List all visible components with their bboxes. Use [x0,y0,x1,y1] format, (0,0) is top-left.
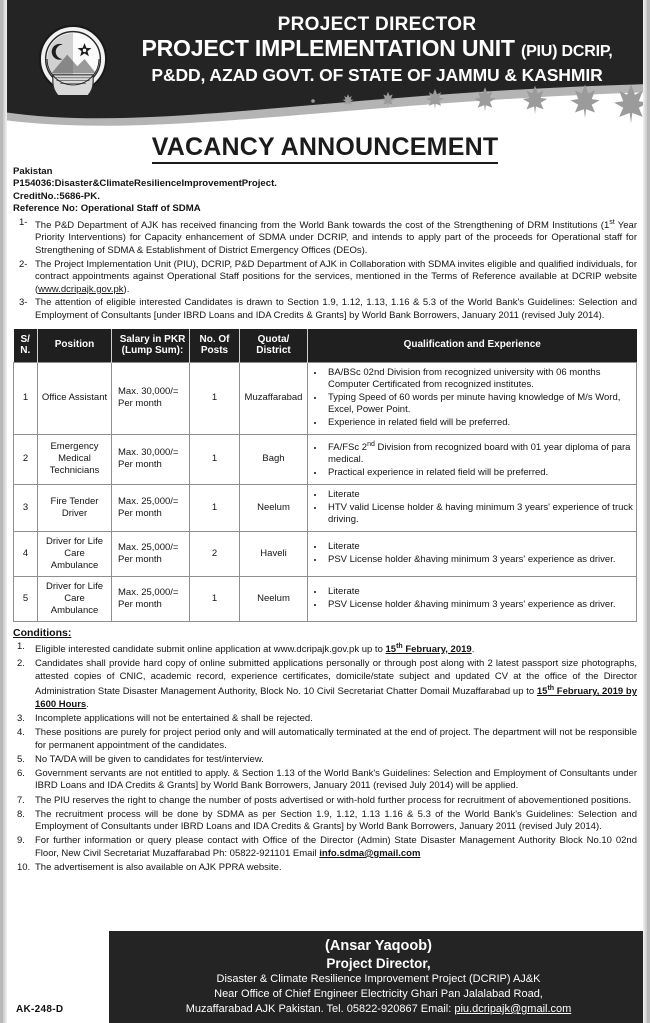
condition-text: Eligible interested candidate submit online application at www.dcripajk.gov.pk up to 15th February, 2019. [35,642,475,655]
condition-item [13,835,637,860]
condition-item [13,862,637,875]
intro-item-text: The Project Implementation Unit (PIU), DCRIP, P&D Department of AJK in Collaboration with SDMA invites eligible and qualified individuals, for contract appointments against Operational Staff positions for the services, mentioned in the Terms of Reference available at DCRIP website (www.dcripajk.gov.pk). [35,258,637,295]
cell-qualification [308,484,637,531]
ad-code-box [6,931,111,1023]
cell-salary: Max. 30,000/= Per month [112,362,190,434]
project-meta-block [13,166,637,216]
condition-number: 2. [17,657,25,669]
meta-country: Pakistan [13,166,53,177]
qualification-bullet: • PSV License holder &having minimum 3 years' experience as driver. [325,554,633,566]
column-header-sn: S/ N. [14,329,38,363]
footer-address-line-2 [113,1002,644,1017]
table-body [14,362,637,621]
condition-text: Government servants are not entitled to apply. & Section 1.13 of the World Bank's Guidelines: Selection and Employment of Consultants under IBRD Loans and IDA Credits & Grants] by World Bank Borrowers, January 2011 (revised July 2014) will be applied. [35,767,637,792]
condition-number: 8. [17,808,25,820]
cell-salary: Max. 30,000/= Per month [112,434,190,484]
ad-code: AK-248-D [16,1004,64,1015]
application-website[interactable]: www.dcripajk.gov.pk [273,643,360,655]
condition-number: 3. [17,712,25,724]
header-title-block [115,14,639,86]
condition-item [13,795,637,808]
signatory-designation: Project Director, [326,956,431,971]
condition-text: Incomplete applications will not be entertained & shall be rejected. [35,712,313,724]
condition-text: These positions are purely for project period only and will automatically terminated at the end of project. The department will not be responsible for permanent appointment of the candidates. [35,727,637,751]
condition-text: The advertisement is also available on AJK PPRA website. [35,862,282,873]
page-footer [6,931,644,1023]
condition-text: The PIU reserves the right to change the number of posts advertised or with-hold further process for recruitment of abovementioned positions. [35,794,632,806]
footer-address-line-1: Near Office of Chief Engineer Electricity Ghari Pan Jalalabad Road, [214,988,543,1000]
cell-sn: 2 [14,434,38,484]
cell-quota: Muzaffarabad [240,362,308,434]
signatory-name: (Ansar Yaqoob) [325,938,432,954]
condition-text: For further information or query please contact with Office of the Director (Admin) State Disaster Management Authority Block No.10 02nd Floor, New Civil Secretariat Muzaffarabad Ph: 05822-921101 Email info.sdma@gmail.com [35,835,637,859]
qualification-bullet: • BA/BSc 02nd Division from recognized university with 06 months Computer Certificated from recognized institutes. [325,367,633,391]
meta-reference-no: Reference No: Operational Staff of SDMA [13,203,201,215]
intro-item [13,259,637,297]
column-header-salary: Salary in PKR (Lump Sum): [112,329,190,363]
cell-salary: Max. 25,000/= Per month [112,484,190,531]
decorative-wave-band [3,82,647,126]
cell-sn: 5 [14,576,38,621]
qualification-bullet: • HTV valid License holder & having minimum 3 years' experience of truck driving. [325,502,633,526]
footer-organization: Disaster & Climate Resilience Improvement Project (DCRIP) AJ&K [216,973,541,985]
cell-quota: Neelum [240,484,308,531]
condition-text: Candidates shall provide hard copy of online submitted applications personally or through post along with 2 latest passport size photographs, attested copies of CNIC, academic record, experience certificates, domicile/state subject and updated CV at the office of the Director Administration State Disaster Management Authority, Block No. 10 Civil Secretariat Chatter Domail Muzaffarabad up to 15th February, 2019 by 1600 Hours. [35,657,637,710]
deadline-date-time: 15th February, 2019 by 1600 Hours [35,685,637,710]
meta-credit-no: CreditNo.:5686-PK. [13,190,100,202]
footer-signature-block [113,931,644,1023]
header-line-2 [115,36,639,64]
condition-item [13,754,637,767]
cell-position: Office Assistant [38,362,112,434]
vacancy-announcement-title: VACANCY ANNOUNCEMENT [13,133,637,162]
condition-number: 5. [17,753,25,765]
cell-sn: 1 [14,362,38,434]
qualification-bullet: • Literate [325,489,633,501]
intro-item-text: The P&D Department of AJK has received financing from the World Bank towards the cost of the Strengthening of DRM Institutions (1st Year Priority Interventions) for Capacity enhancement of SDMA under DCRIP, and intends to apply part of the proceeds for Operational staff for Strengthening of SDMA & Establishment of District Emergency Offices (DEOs). [35,218,637,256]
condition-item [13,641,637,657]
cell-posts: 1 [190,434,240,484]
conditions-heading: Conditions: [13,626,72,639]
column-header-qualification: Qualification and Experience [308,329,637,363]
intro-item [13,297,637,322]
cell-posts: 1 [190,484,240,531]
cell-qualification [308,576,637,621]
cell-position: Fire Tender Driver [38,484,112,531]
intro-paragraph-list [13,217,637,323]
intro-item [13,217,637,258]
deadline-date: 15th February, 2019 [385,642,472,655]
cell-qualification [308,434,637,484]
condition-text: No TA/DA will be given to candidates for test/interview. [35,753,264,765]
conditions-list [13,641,637,875]
table-row [14,576,637,621]
meta-project: P154036:Disaster&ClimateResilienceImprovementProject. [13,178,277,190]
header-line-1: PROJECT DIRECTOR [277,14,477,35]
condition-number: 7. [17,794,25,806]
footer-tel: Muzaffarabad AJK Pakistan. Tel. 05822-920867 Email: [185,1003,455,1015]
condition-number: 10. [17,862,31,873]
page-body [3,133,647,972]
column-header-posts: No. Of Posts [190,329,240,363]
table-row [14,434,637,484]
column-header-quota: Quota/ District [240,329,308,363]
table-row [14,531,637,576]
cell-posts: 2 [190,531,240,576]
cell-salary: Max. 25,000/= Per month [112,531,190,576]
cell-position: Emergency Medical Technicians [38,434,112,484]
intro-item-number: 3- [19,297,28,309]
header-line-2-small: (PIU) DCRIP, [520,43,613,60]
page-header [3,0,647,126]
cell-sn: 4 [14,531,38,576]
condition-item [13,713,637,726]
qualification-bullet: • PSV License holder &having minimum 3 years' experience as driver. [325,599,633,611]
dcrip-website-link[interactable]: www.dcripajk.gov.pk [38,283,124,295]
qualification-bullet: • Literate [325,586,633,598]
intro-item-number: 2- [19,258,28,270]
table-header-row [14,329,637,363]
cell-quota: Bagh [240,434,308,484]
cell-quota: Haveli [240,531,308,576]
header-line-2-main: PROJECT IMPLEMENTATION UNIT [141,35,515,61]
qualification-bullet: • Practical experience in related field will be preferred. [325,467,633,479]
qualification-bullet: • Typing Speed of 60 words per minute having knowledge of M/s Word, Excel, Power Point. [325,392,633,416]
cell-position: Driver for Life Care Ambulance [38,531,112,576]
cell-posts: 1 [190,576,240,621]
condition-item [13,768,637,793]
table-row [14,484,637,531]
condition-number: 6. [17,767,25,779]
piu-email-link[interactable]: piu.dcripajk@gmail.com [454,1003,572,1015]
cell-position: Driver for Life Care Ambulance [38,576,112,621]
header-line-3: P&DD, AZAD GOVT. OF STATE OF JAMMU & KASHMIR [151,65,603,85]
condition-number: 1. [17,640,25,652]
condition-item [13,727,637,752]
column-header-position: Position [38,329,112,363]
condition-item [13,658,637,712]
condition-item [13,809,637,834]
vacancy-table [13,329,637,622]
cell-posts: 1 [190,362,240,434]
cell-qualification [308,362,637,434]
qualification-bullet: • FA/FSc 2nd Division from recognized board with 01 year diploma of para medical. [325,439,633,466]
condition-number: 9. [17,835,25,847]
sdma-email-link[interactable]: info.sdma@gmail.com [319,847,421,859]
qualification-bullet: • Literate [325,541,633,553]
intro-item-number: 1- [19,216,28,228]
cell-salary: Max. 25,000/= Per month [112,576,190,621]
cell-sn: 3 [14,484,38,531]
table-row [14,362,637,434]
condition-text: The recruitment process will be done by SDMA as per Section 1.9, 1.12, 1.13 1.16 & 5.3 of the World Bank's Guidelines: Selection and Employment of Consultants under IBRD Loans and IDA Credits & Grants] by World Bank Borrowers, January 2011 (revised July 2014). [35,808,637,833]
cell-qualification [308,531,637,576]
condition-number: 4. [17,727,25,739]
cell-quota: Neelum [240,576,308,621]
qualification-bullet: • Experience in related field will be preferred. [325,417,633,429]
intro-item-text: The attention of eligible interested Candidates is drawn to Section 1.9, 1.12, 1.13, 1.16 & 5.3 of the World Bank's Guidelines: Selection and Employment of Consultants [under IBRD Loans and IDA Credits & Grants] by World Bank Borrowers, January 2011 (revised July 2014). [35,297,637,321]
